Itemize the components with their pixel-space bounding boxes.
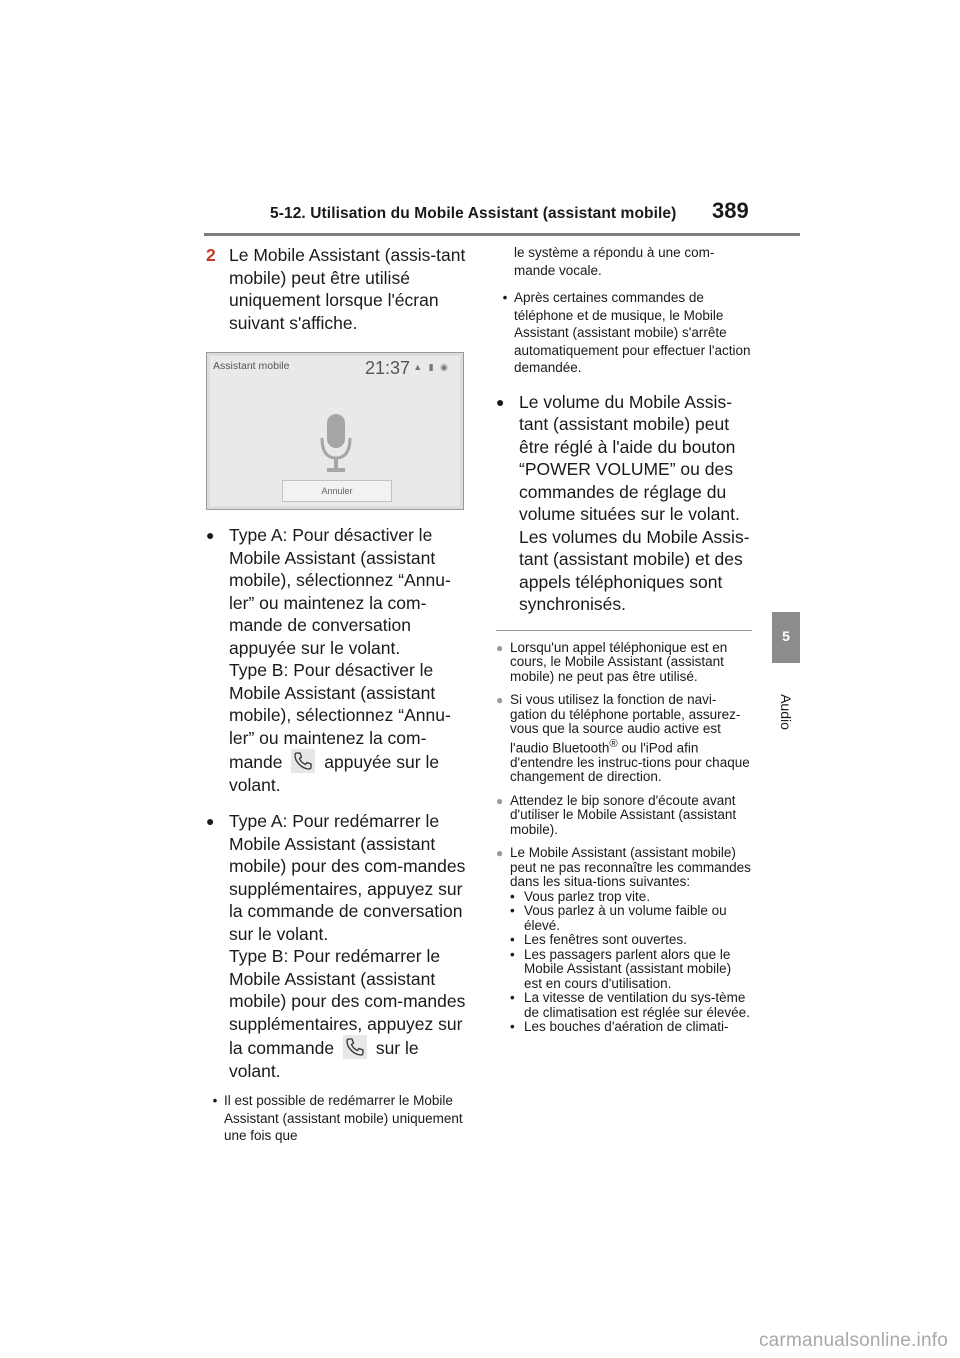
volume-text: Le volume du Mobile Assis-tant (assistant mobile) peut être réglé à l'aide du bouton “POWER VOLUME” ou des commandes de réglage du volume situées sur le volant. Les volumes du Mobile Assis-tant (assistant mobile) et des appels téléphoniques sont synchronisés.: [519, 391, 750, 614]
bullet-restart: [206, 810, 474, 1082]
bullet-deactivate: [206, 524, 474, 796]
type-a-text: Type A: Pour redémarrer le Mobile Assistant (assistant mobile) pour des com-mandes supplémentaires, appuyez sur la commande de conversation sur le volant.: [229, 811, 466, 944]
type-a-text: Type A: Pour désactiver le Mobile Assistant (assistant mobile), sélectionnez “Annu-ler” ou maintenez la com-mande de conversation appuyée sur le volant.: [229, 525, 451, 658]
info-text: Lorsqu'un appel téléphonique est en cours, le Mobile Assistant (assistant mobile) ne peut pas être utilisé.: [510, 639, 728, 684]
list-item: • La vitesse de ventilation du sys-tème de climatisation est réglée sur élevée.: [510, 991, 752, 1020]
subnote-restart: [206, 1092, 474, 1145]
info-text-before: Si vous utilisez la fonction de navi-gation du téléphone portable, assurez-vous que la source audio active est l'audio Bluetooth: [510, 692, 741, 755]
info-text: Attendez le bip sonore d'écoute avant d'utiliser le Mobile Assistant (assistant mobile).: [510, 792, 737, 837]
info-note-phone-call: [496, 641, 752, 685]
subnote-bullet: •: [502, 290, 508, 305]
info-bullet: ●: [496, 846, 504, 860]
microphone-icon: [319, 414, 353, 476]
screen-title: Assistant mobile: [213, 360, 290, 372]
bullet-icon: ●: [496, 393, 505, 410]
type-b-text-after: sur le volant.: [229, 1038, 419, 1081]
info-note-recognition: [496, 846, 752, 1035]
info-note-beep: [496, 794, 752, 838]
chapter-tab-number: 5: [772, 612, 800, 660]
page-number: 389: [712, 198, 749, 223]
bullet-icon: ●: [206, 527, 215, 543]
screen-clock: 21:37: [365, 358, 411, 378]
list-item-text: Vous parlez à un volume faible ou élevé.: [524, 903, 727, 933]
info-text: [510, 693, 752, 785]
info-bullet: ●: [496, 793, 504, 808]
right-column: [496, 244, 752, 1035]
step-2: [206, 244, 474, 334]
assistant-screen-image: [206, 352, 464, 510]
info-bullet: ●: [496, 693, 504, 707]
list-item: • Les fenêtres sont ouvertes.: [510, 932, 687, 947]
subnote-text: Après certaines commandes de téléphone et de musique, le Mobile Assistant (assistant mobile) s'arrête automatiquement pour effectuer l'action demandée.: [514, 290, 751, 375]
type-b-text: [229, 945, 474, 1082]
section-title: 5-12. Utilisation du Mobile Assistant (assistant mobile): [270, 205, 677, 222]
type-b-text-before: Type B: Pour désactiver le Mobile Assistant (assistant mobile), sélectionnez “Annu-ler” ou maintenez la com-mande: [229, 660, 451, 772]
registered-mark: ®: [609, 737, 618, 750]
header-rule: [204, 233, 800, 236]
step-number: 2: [206, 245, 216, 265]
list-item-text: Les passagers parlent alors que le Mobile Assistant (assistant mobile) est en cours d'utilisation.: [524, 946, 732, 991]
bullet-volume: [496, 391, 752, 616]
subnote-text: Il est possible de redémarrer le Mobile Assistant (assistant mobile) uniquement une fois que: [224, 1093, 463, 1143]
screen-display: [210, 356, 460, 506]
list-item-text: Les bouches d'aération de climati-: [524, 1019, 729, 1034]
phone-icon: [291, 749, 315, 773]
subnote-bullet: •: [212, 1093, 218, 1108]
list-item-text: La vitesse de ventilation du sys-tème de climatisation est réglée sur élevée.: [524, 990, 750, 1020]
type-b-text: [229, 659, 474, 796]
info-text-after: ou l'iPod afin d'entendre les instruc-tions pour chaque changement de direction.: [510, 740, 750, 784]
subnote-continued: le système a répondu à une com-mande vocale.: [514, 245, 715, 278]
cancel-button: Annuler: [282, 480, 392, 502]
chapter-tab-label: Audio: [778, 694, 794, 730]
subnote-auto-stop: [496, 289, 752, 377]
type-b-text-before: Type B: Pour redémarrer le Mobile Assistant (assistant mobile) pour des com-mandes supplémentaires, appuyez sur la commande: [229, 946, 466, 1058]
info-bullet: ●: [496, 640, 504, 655]
type-b-text-after: appuyée sur le volant.: [229, 752, 440, 795]
step-text: Le Mobile Assistant (assis-tant mobile) peut être utilisé uniquement lorsque l'écran suivant s'affiche.: [229, 245, 466, 333]
info-intro: Le Mobile Assistant (assistant mobile) peut ne pas reconnaître les commandes dans les situa-tions suivantes:: [510, 845, 751, 889]
list-item: • Les bouches d'aération de climati-: [510, 1019, 729, 1034]
left-column: [206, 244, 474, 1145]
status-icons: ▲ ▮ ◉: [413, 362, 450, 372]
list-item-text: Les fenêtres sont ouvertes.: [524, 932, 687, 947]
list-item-text: Vous parlez trop vite.: [524, 888, 651, 904]
list-item: • Vous parlez trop vite.: [510, 888, 651, 904]
phone-icon: [343, 1035, 367, 1059]
list-item: • Les passagers parlent alors que le Mobile Assistant (assistant mobile) est en cours d'utilisation.: [510, 948, 752, 992]
info-note-navigation: [496, 693, 752, 785]
notes-divider: [496, 630, 752, 631]
list-item: • Vous parlez à un volume faible ou élevé.: [510, 904, 752, 933]
chapter-tab-rule: [772, 660, 800, 663]
watermark: carmanualsonline.info: [758, 1330, 948, 1351]
bullet-icon: ●: [206, 813, 215, 829]
